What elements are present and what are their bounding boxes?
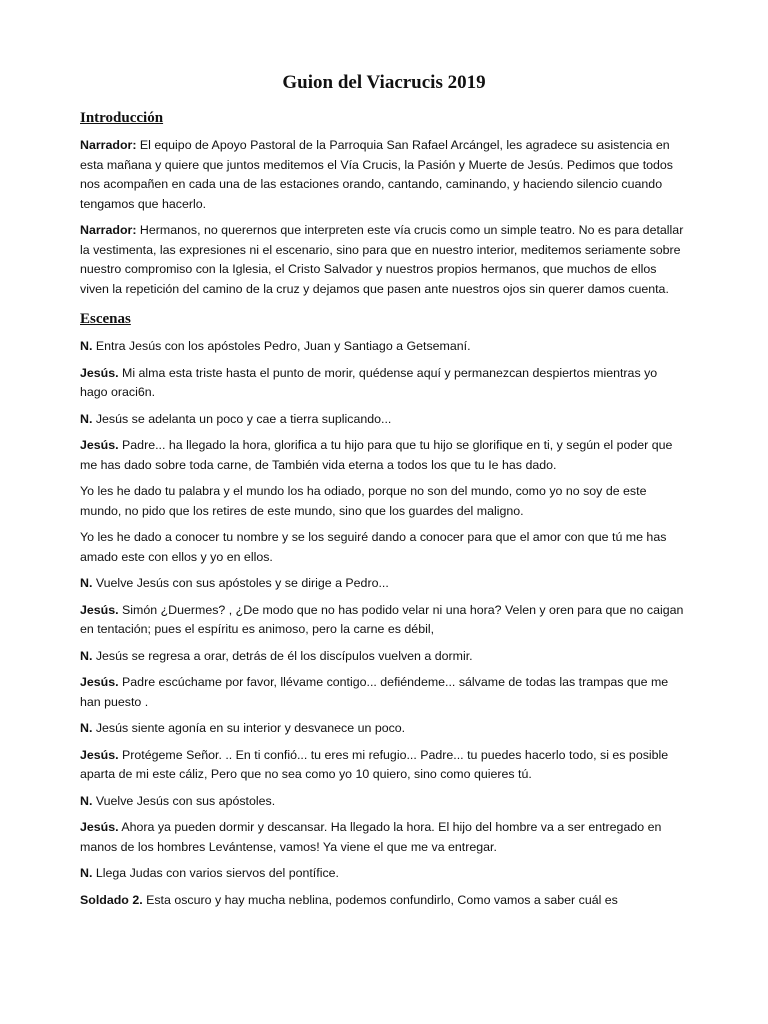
speaker-label: N. [80, 411, 93, 426]
speaker-label: Jesús. [80, 438, 119, 452]
speaker-label: Narrador: [80, 223, 137, 237]
paragraph [80, 891, 688, 911]
paragraph [80, 364, 688, 403]
speaker-label: Jesús. [80, 747, 119, 762]
paragraph-text: El equipo de Apoyo Pastoral de la Parroquia San Rafael Arcángel, les agradece su asistencia en esta mañana y quiere que juntos meditemos el Vía Crucis, la Pasión y Muerte de Jesús. Pedimos que todos nos acompañen en cada una de las estaciones orando, cantando, caminando, y haciendo silencio cuando tengamos que hacerlo. [80, 138, 674, 211]
paragraph-text: Llega Judas con varios siervos del pontífice. [92, 866, 339, 880]
paragraph [80, 818, 688, 857]
scenes-section [80, 337, 688, 910]
paragraph-text: Padre... ha llegado la hora, glorifica a tu hijo para que tu hijo se glorifique en ti, y según el poder que me has dado sobre toda carne, de También vida eterna a todos los que tu Ie has dado. [80, 438, 673, 472]
paragraph [80, 410, 688, 430]
paragraph [80, 221, 688, 299]
introduction-section [80, 136, 688, 299]
paragraph [80, 337, 688, 357]
speaker-label: N. [80, 721, 93, 735]
paragraph-text: Jesús se regresa a orar, detrás de él los discípulos vuelven a dormir. [92, 648, 473, 663]
paragraph-text: Padre escúchame por favor, llévame contigo... defiéndeme... sálvame de todas las trampas que me han puesto . [80, 675, 669, 709]
paragraph [80, 746, 688, 785]
paragraph-text: Entra Jesús con los apóstoles Pedro, Juan y Santiago a Getsemaní. [92, 339, 471, 353]
paragraph-text: Jesús siente agonía en su interior y desvanece un poco. [92, 721, 406, 735]
paragraph-text: Simón ¿Duermes? , ¿De modo que no has podido velar ni una hora? Velen y oren para que no caigan en tentación; pues el espíritu es animoso, pero la carne es débil, [80, 602, 684, 636]
paragraph [80, 864, 688, 884]
speaker-label: N. [80, 793, 93, 808]
speaker-label: Jesús. [80, 675, 119, 689]
document-title: Guion del Viacrucis 2019 [282, 72, 486, 93]
paragraph-text: Yo les he dado tu palabra y el mundo los ha odiado, porque no son del mundo, como yo no soy de este mundo, no pido que los retires de este mundo, sino que los guardes del maligno. [80, 484, 647, 518]
paragraph-text: Protégeme Señor. .. En ti confió... tu eres mi refugio... Padre... tu puedes hacerlo todo, si es posible aparta de mi este cáliz, Pero que no sea como yo 10 quiero, sino como quieres tú. [80, 747, 669, 781]
speaker-label: Jesús. [80, 820, 119, 834]
speaker-label: Soldado 2. [80, 892, 143, 907]
paragraph [80, 792, 688, 812]
paragraph-text: Vuelve Jesús con sus apóstoles. [92, 793, 276, 808]
speaker-label: N. [80, 576, 93, 590]
speaker-label: Narrador: [80, 138, 137, 152]
speaker-label: Jesús. [80, 365, 119, 380]
paragraph-text: Ahora ya pueden dormir y descansar. Ha llegado la hora. El hijo del hombre va a ser entregado en manos de los hombres Levántense, vamos! Ya viene el que me va entregar. [80, 820, 662, 854]
paragraph [80, 574, 688, 594]
paragraph-text: Hermanos, no querernos que interpreten este vía crucis como un simple teatro. No es para detallar la vestimenta, las expresiones ni el escenario, sino para que en nuestro interior, meditemos seriamente sobre nuestro compromiso con la Iglesia, el Cristo Salvador y nuestros propios hermanos, que muchos de ellos viven la repetición del camino de la cruz y dejamos que pasen ante nuestros ojos sin querer damos cuenta. [80, 223, 684, 296]
paragraph-text: Esta oscuro y hay mucha neblina, podemos confundirlo, Como vamos a saber cuál es [142, 892, 618, 907]
introduction-heading: Introducción [80, 110, 164, 126]
paragraph [80, 647, 688, 667]
paragraph-text: Yo les he dado a conocer tu nombre y se los seguiré dando a conocer para que el amor con que tú me has amado este con ellos y yo en ellos. [80, 530, 667, 564]
paragraph-text: Mi alma esta triste hasta el punto de morir, quédense aquí y permanezcan despiertos mientras yo hago oraci6n. [80, 365, 658, 399]
paragraph [80, 482, 688, 521]
speaker-label: N. [80, 648, 93, 663]
paragraph [80, 601, 688, 640]
paragraph [80, 528, 688, 567]
paragraph [80, 436, 688, 475]
paragraph [80, 719, 688, 739]
paragraph-text: Vuelve Jesús con sus apóstoles y se dirige a Pedro... [92, 576, 389, 590]
speaker-label: N. [80, 339, 93, 353]
paragraph [80, 136, 688, 214]
paragraph-text: Jesús se adelanta un poco y cae a tierra suplicando... [92, 411, 392, 426]
scenes-heading: Escenas [80, 311, 131, 327]
speaker-label: Jesús. [80, 602, 119, 617]
speaker-label: N. [80, 866, 93, 880]
paragraph [80, 673, 688, 712]
